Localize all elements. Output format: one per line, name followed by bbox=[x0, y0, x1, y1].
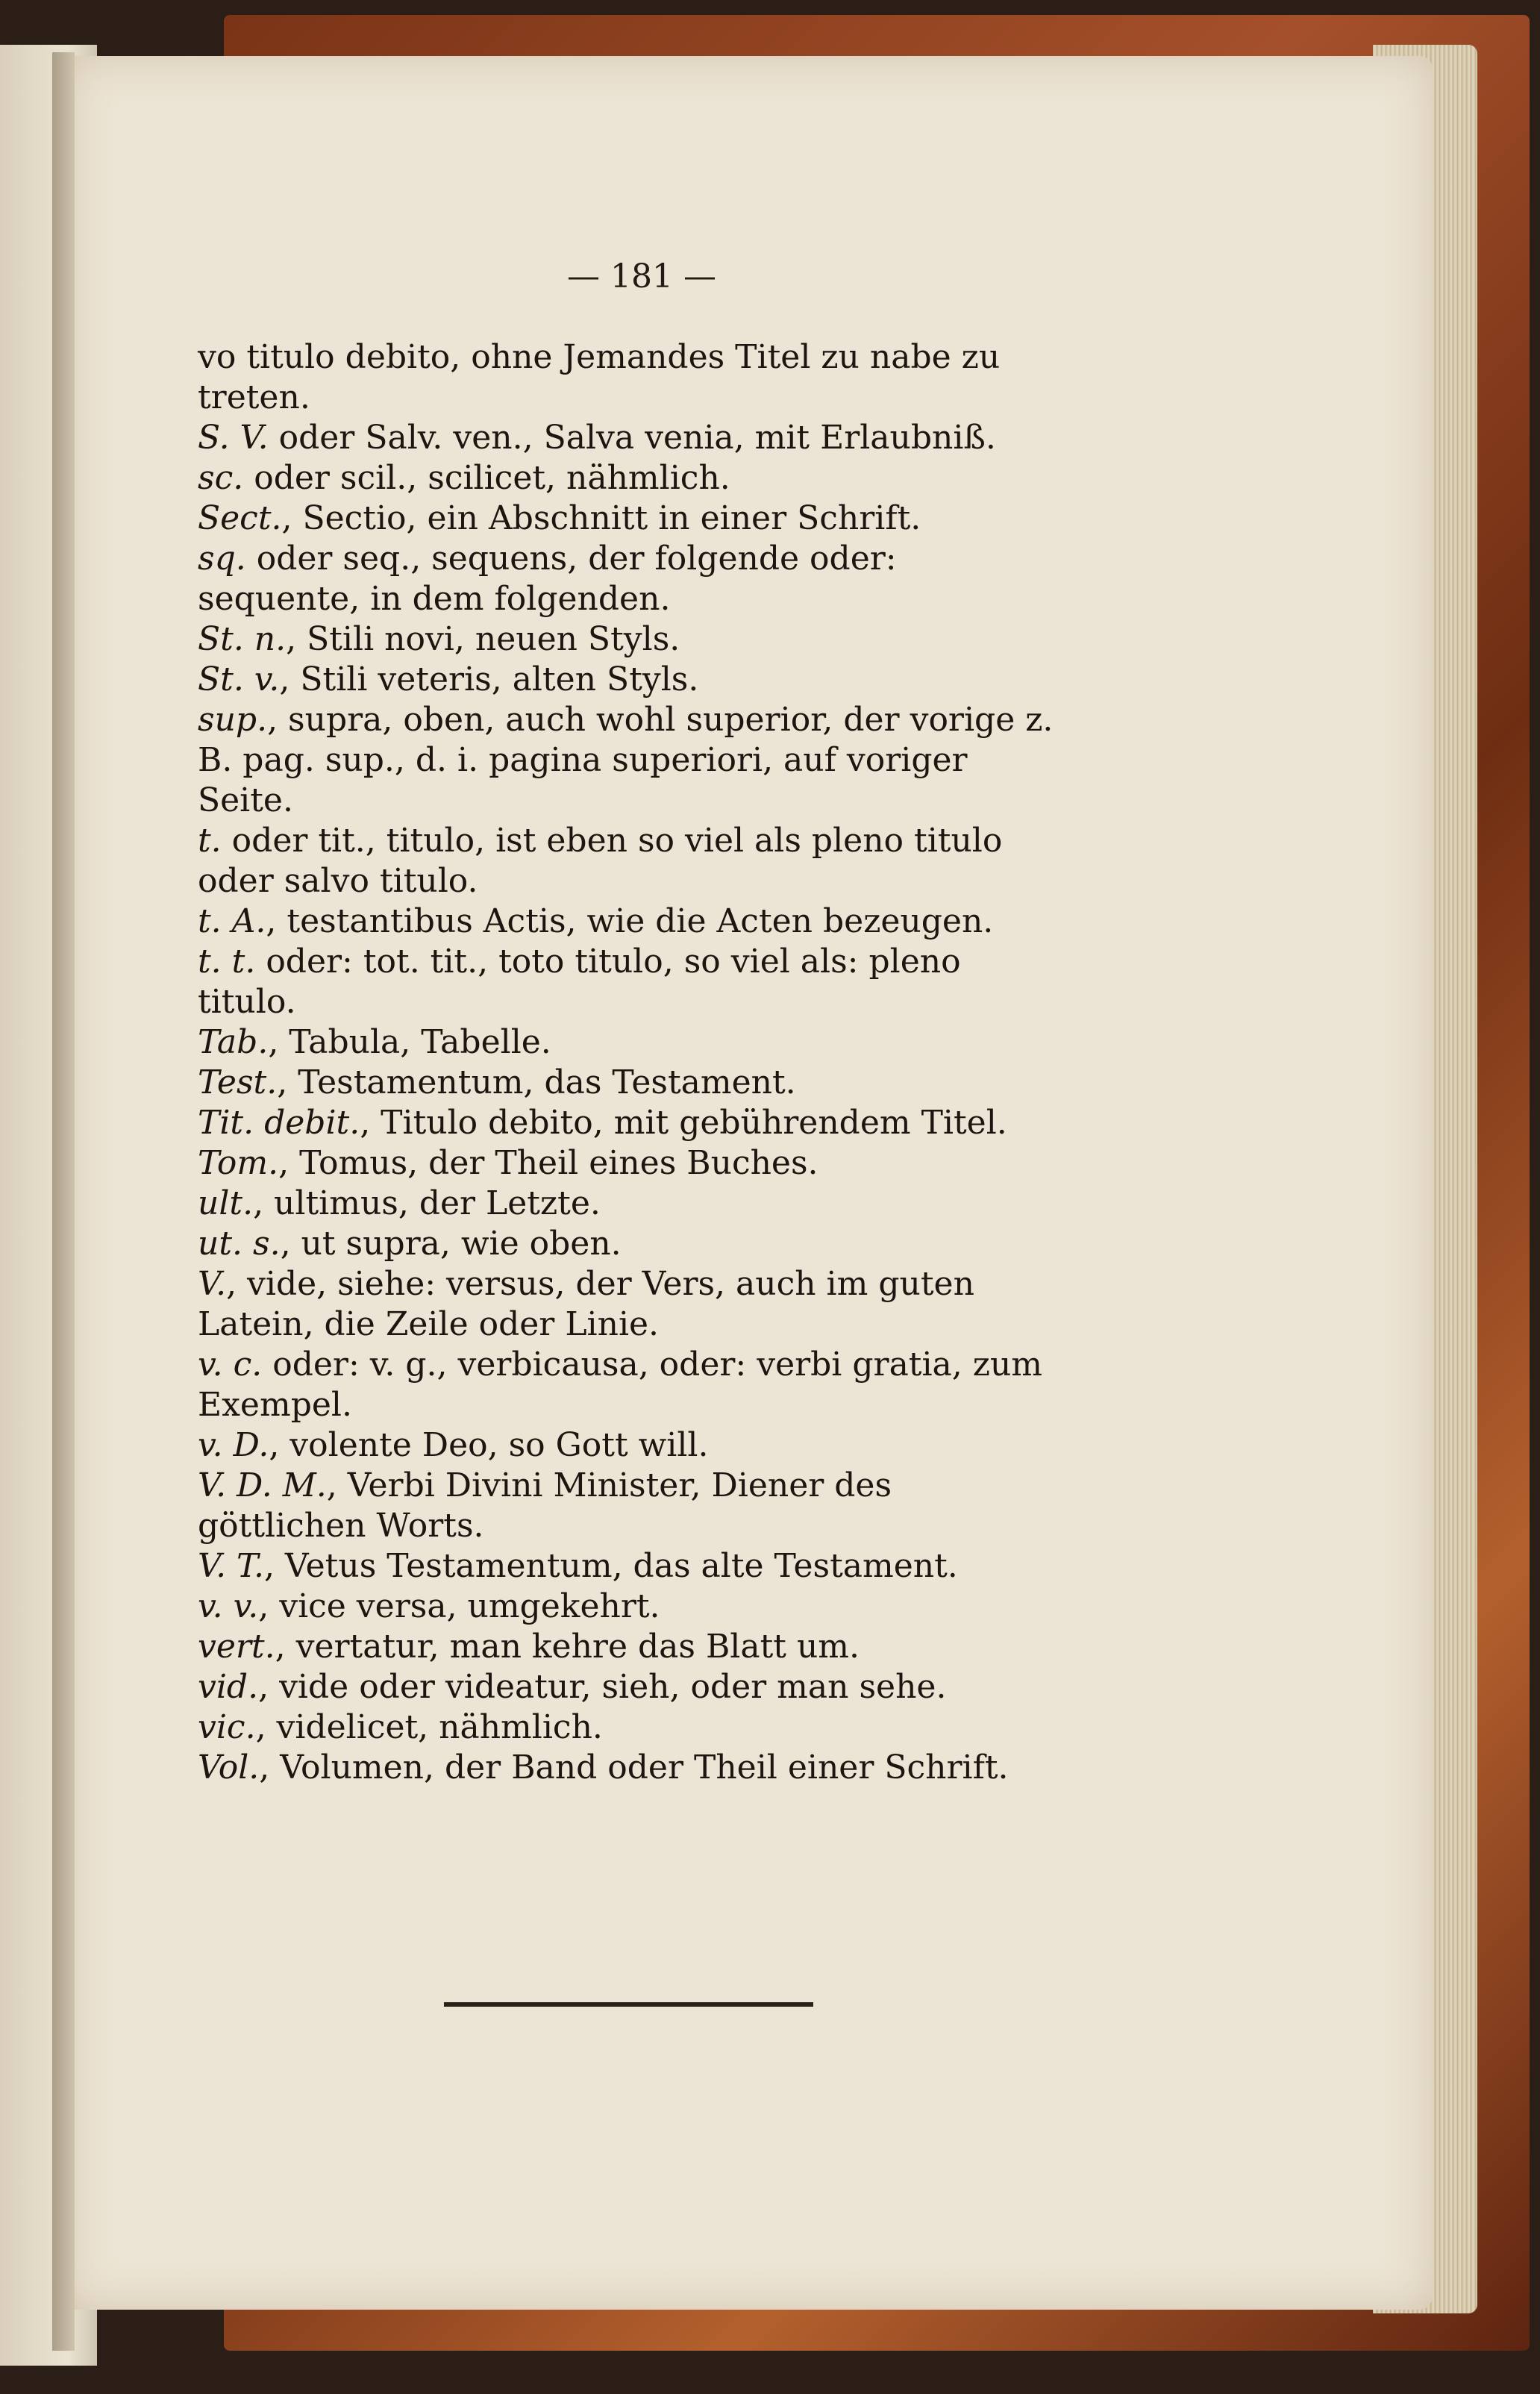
definition: , volente Deo, so Gott will. bbox=[269, 1426, 709, 1464]
list-item bbox=[198, 1143, 1056, 1184]
definition: , Volumen, der Band oder Theil einer Schrift. bbox=[259, 1748, 1009, 1787]
definition: , vice versa, umgekehrt. bbox=[258, 1587, 660, 1625]
definition: , ultimus, der Letzte. bbox=[253, 1184, 601, 1222]
abbreviation: vic. bbox=[198, 1708, 256, 1746]
definition: , Stili veteris, alten Styls. bbox=[279, 660, 699, 698]
list-item bbox=[198, 1707, 1056, 1748]
abbreviation-list bbox=[198, 337, 1056, 1788]
abbreviation: t. A. bbox=[198, 902, 266, 940]
list-item bbox=[198, 1546, 1056, 1587]
list-item bbox=[198, 1103, 1056, 1143]
list-item bbox=[198, 1022, 1056, 1063]
definition: oder scil., scilicet, nähmlich. bbox=[243, 459, 730, 497]
abbreviation: vert. bbox=[198, 1628, 275, 1666]
abbreviation: sq. bbox=[198, 540, 246, 578]
definition: , vide, siehe: versus, der Vers, auch im guten Latein, die Zeile oder Linie. bbox=[198, 1265, 974, 1343]
definition: oder: v. g., verbicausa, oder: verbi gratia, zum Exempel. bbox=[198, 1346, 1043, 1424]
list-item bbox=[198, 1264, 1056, 1345]
abbreviation: V. D. M. bbox=[198, 1466, 327, 1504]
definition: oder seq., sequens, der folgende oder: sequente, in dem folgenden. bbox=[198, 540, 897, 618]
abbreviation: V. T. bbox=[198, 1547, 264, 1585]
list-item bbox=[198, 337, 1056, 418]
definition: oder Salv. ven., Salva venia, mit Erlaubniß. bbox=[268, 419, 996, 457]
book-gutter bbox=[52, 52, 75, 2351]
definition: , Tabula, Tabelle. bbox=[268, 1023, 551, 1061]
definition: , Testamentum, das Testament. bbox=[277, 1063, 796, 1101]
list-item bbox=[198, 1667, 1056, 1707]
list-item bbox=[198, 1425, 1056, 1466]
abbreviation: t. bbox=[198, 822, 222, 860]
definition: , vide oder videatur, sieh, oder man sehe. bbox=[258, 1668, 947, 1706]
abbreviation: v. D. bbox=[198, 1426, 269, 1464]
list-item bbox=[198, 700, 1056, 821]
list-item bbox=[198, 418, 1056, 458]
abbreviation: Tit. debit. bbox=[198, 1104, 360, 1142]
list-item bbox=[198, 821, 1056, 901]
definition: , Verbi Divini Minister, Diener des göttlichen Worts. bbox=[198, 1466, 892, 1545]
abbreviation: ut. s. bbox=[198, 1225, 281, 1263]
definition: , Vetus Testamentum, das alte Testament. bbox=[263, 1547, 958, 1585]
definition: , supra, oben, auch wohl superior, der vorige z. B. pag. sup., d. i. pagina superiori, auf voriger Seite. bbox=[198, 701, 1054, 819]
list-item bbox=[198, 458, 1056, 499]
abbreviation: Vol. bbox=[198, 1748, 260, 1787]
list-item bbox=[198, 1063, 1056, 1103]
definition: , Tomus, der Theil eines Buches. bbox=[278, 1144, 818, 1182]
definition: , Sectio, ein Abschnitt in einer Schrift. bbox=[281, 499, 921, 537]
abbreviation: sup. bbox=[198, 701, 268, 739]
abbreviation: v. c. bbox=[198, 1346, 263, 1384]
list-item bbox=[198, 1184, 1056, 1224]
page-number: — 181 — bbox=[567, 257, 716, 296]
definition: vo titulo debito, ohne Jemandes Titel zu nabe zu treten. bbox=[198, 338, 1001, 416]
list-item bbox=[198, 1466, 1056, 1546]
list-item bbox=[198, 1748, 1056, 1788]
abbreviation: Test. bbox=[198, 1063, 278, 1101]
abbreviation: Tab. bbox=[198, 1023, 269, 1061]
list-item bbox=[198, 539, 1056, 619]
abbreviation: sc. bbox=[198, 459, 244, 497]
list-item bbox=[198, 901, 1056, 942]
list-item bbox=[198, 1587, 1056, 1627]
abbreviation: ult. bbox=[198, 1184, 254, 1222]
list-item bbox=[198, 1224, 1056, 1264]
definition: , ut supra, wie oben. bbox=[280, 1225, 622, 1263]
abbreviation: St. n. bbox=[198, 620, 287, 658]
list-item bbox=[198, 619, 1056, 660]
definition: oder tit., titulo, ist eben so viel als pleno titulo oder salvo titulo. bbox=[198, 822, 1003, 900]
list-item bbox=[198, 1627, 1056, 1667]
list-item bbox=[198, 660, 1056, 700]
abbreviation: vid. bbox=[198, 1668, 259, 1706]
list-item bbox=[198, 499, 1056, 539]
abbreviation: St. v. bbox=[198, 660, 280, 698]
definition: , Stili novi, neuen Styls. bbox=[286, 620, 680, 658]
definition: oder: tot. tit., toto titulo, so viel als: pleno titulo. bbox=[198, 943, 961, 1021]
list-item bbox=[198, 1345, 1056, 1425]
abbreviation: Sect. bbox=[198, 499, 282, 537]
abbreviation: v. v. bbox=[198, 1587, 259, 1625]
definition: , videlicet, nähmlich. bbox=[255, 1708, 603, 1746]
definition: , testantibus Actis, wie die Acten bezeugen. bbox=[266, 902, 994, 940]
definition: , vertatur, man kehre das Blatt um. bbox=[275, 1628, 860, 1666]
definition: , Titulo debito, mit gebührendem Titel. bbox=[360, 1104, 1007, 1142]
closing-rule bbox=[444, 2002, 813, 2007]
abbreviation: Tom. bbox=[198, 1144, 279, 1182]
abbreviation: t. t. bbox=[198, 943, 256, 981]
list-item bbox=[198, 942, 1056, 1022]
abbreviation: V. bbox=[198, 1265, 227, 1303]
abbreviation: S. V. bbox=[198, 419, 269, 457]
